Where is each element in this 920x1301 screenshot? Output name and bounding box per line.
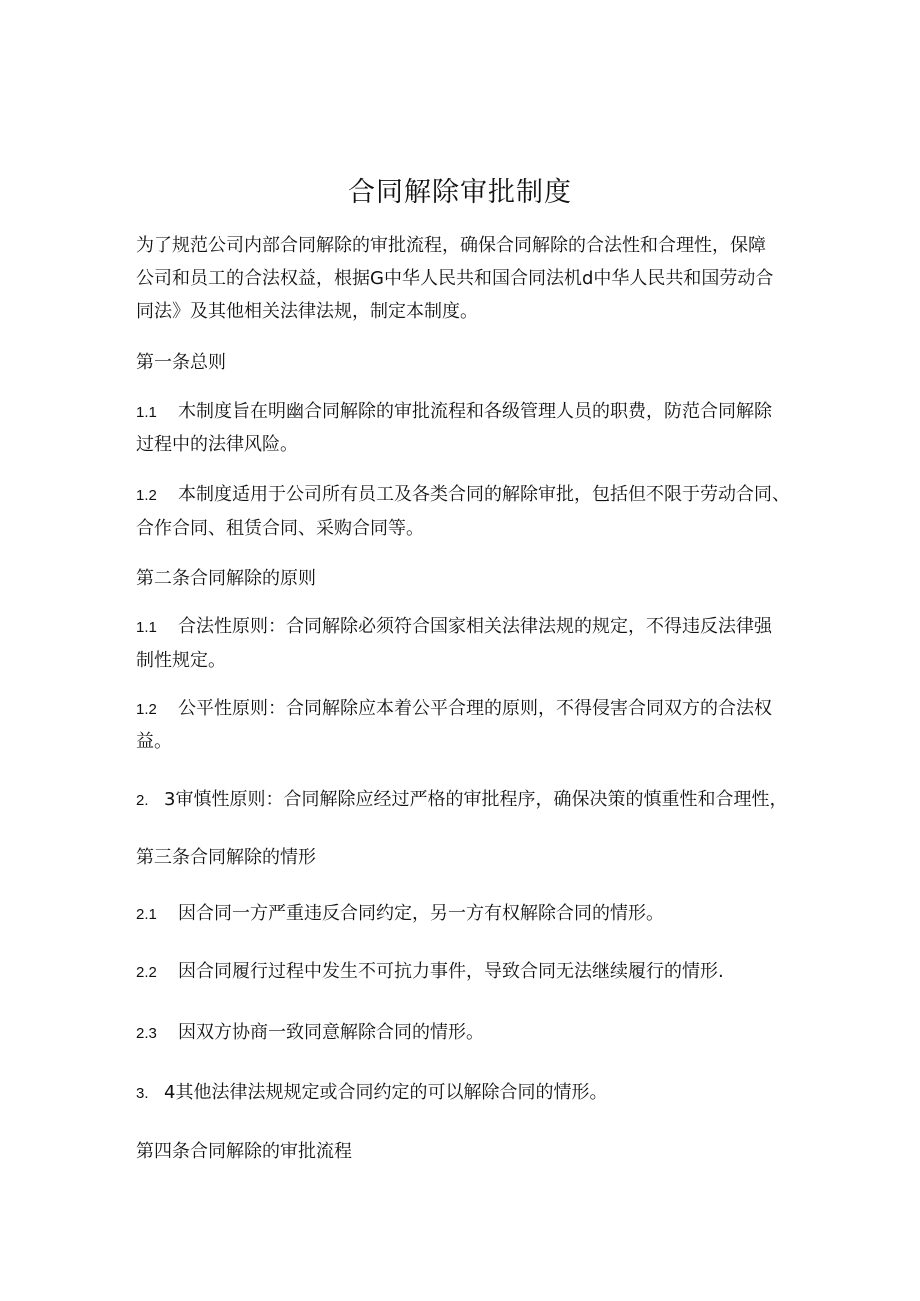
document-title: 合同解除审批制度 (348, 177, 572, 208)
item-text: 本制度适用于公司所有员工及各类合同的解除审批，包括但不限于劳动合同、 (178, 484, 790, 505)
section-number: 1.1 (136, 404, 157, 421)
article-3-item-1 (136, 899, 796, 930)
article-1-item-1-cont: 过程中的法律风险。 (136, 434, 298, 455)
article-1-item-2 (136, 480, 796, 511)
article-2-item-1-cont: 制性规定。 (136, 650, 226, 671)
item-text: 4其他法律法规规定或合同约定的可以解除合同的情形。 (164, 1082, 608, 1103)
item-text: 木制度旨在明幽合同解除的审批流程和各级管理人员的职费，防范合同解除 (178, 401, 772, 422)
item-text: 合法性原则：合同解除必须符合国家相关法律法规的规定，不得违反法律强 (178, 616, 772, 637)
article-3-item-3 (136, 1018, 796, 1049)
section-number: 2.3 (136, 1025, 157, 1042)
intro-line-2: 公司和员工的合法权益，根据G中华人民共和国合同法机d中华人民共和国劳动合 (136, 268, 774, 289)
section-number: 1.2 (136, 701, 157, 718)
section-number: 1.1 (136, 619, 157, 636)
item-text: 因合同一方严重违反合同约定，另一方有权解除合同的情形。 (178, 903, 664, 924)
article-3-item-4 (136, 1078, 796, 1109)
article-1-item-2-cont: 合作合同、租赁合同、采购合同等。 (136, 518, 424, 539)
intro-line-1: 为了规范公司内部合同解除的审批流程，确保合同解除的合法性和合理性，保障 (136, 235, 766, 256)
section-number: 1.2 (136, 487, 157, 504)
article-1-heading: 第一条总则 (136, 352, 226, 373)
item-text: 因合同履行过程中发生不可抗力事件，导致合同无法继续履行的情形. (178, 961, 724, 982)
article-4-heading: 第四条合同解除的审批流程 (136, 1141, 352, 1162)
item-text: 3审慎性原则：合同解除应经过严格的审批程序，确保决策的慎重性和合理性， (164, 789, 788, 810)
article-2-item-1 (136, 612, 796, 643)
article-2-heading: 第二条合同解除的原则 (136, 568, 316, 589)
item-text: 公平性原则：合同解除应本着公平合理的原则，不得侵害合同双方的合法权 (178, 698, 772, 719)
section-number: 2. (136, 792, 149, 809)
article-2-item-2-cont: 益。 (136, 731, 172, 752)
article-2-item-2 (136, 694, 796, 725)
section-number: 2.1 (136, 906, 157, 923)
section-number: 2.2 (136, 964, 157, 981)
section-number: 3. (136, 1085, 149, 1102)
intro-line-3: 同法》及其他相关法律法规，制定本制度。 (136, 301, 478, 322)
item-text: 因双方协商一致同意解除合同的情形。 (178, 1022, 484, 1043)
article-1-item-1 (136, 397, 796, 428)
article-3-heading: 第三条合同解除的情形 (136, 847, 316, 868)
article-3-item-2 (136, 957, 796, 988)
article-2-item-3 (136, 785, 796, 816)
